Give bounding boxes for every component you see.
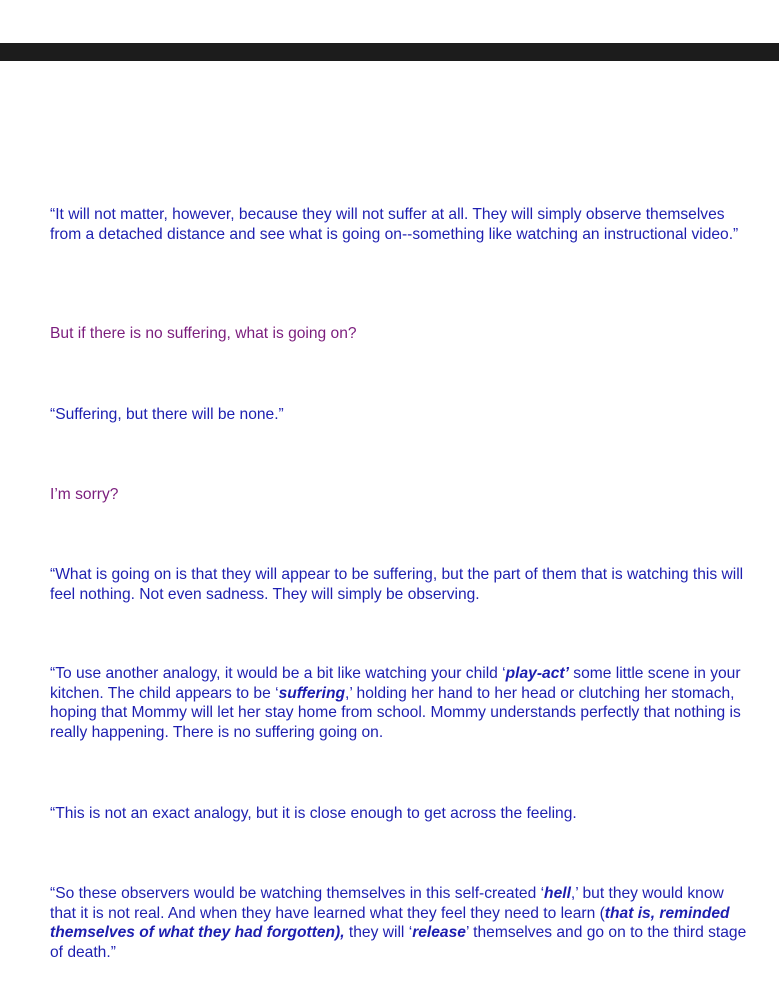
paragraph-3: “What is going on is that they will appear to be suffering, but the part of them that is watching this will feel nothing. Not even sadness. They will simply be observing. [50,566,744,603]
paragraph-6 [50,884,750,962]
paragraph-6-text-1: “So these observers would be watching themselves in this self-created ‘ [50,885,545,902]
paragraph-4-text-1: “To use another analogy, it would be a bit like watching your child ‘ [50,665,506,682]
paragraph-6-text-3: they will ‘ [344,924,413,941]
paragraph-4-emphasis-play-act: play-act’ [505,665,569,682]
question-2: I’m sorry? [50,486,119,503]
question-1: But if there is no suffering, what is going on? [50,325,357,342]
paragraph-4 [50,664,750,742]
paragraph-5: “This is not an exact analogy, but it is close enough to get across the feeling. [50,805,577,822]
top-bar [0,43,779,61]
paragraph-4-text-2: some little scene in your kitchen. The child appears to be ‘ [50,665,741,702]
paragraph-4-text-3: ,’ holding her hand to her head or clutching her stomach, hoping that Mommy will let her stay home from school. Mommy understands perfectly that nothing is really happening. There is no suffering going on. [50,684,741,741]
paragraph-6-emphasis-hell: hell [544,885,571,902]
paragraph-4-emphasis-suffering: suffering [278,684,345,702]
paragraph-6-text-4: ’ themselves and go on to the third stage of death.” [50,924,747,961]
paragraph-6-emphasis-release: release [412,924,466,941]
paragraph-1: “It will not matter, however, because they will not suffer at all. They will simply observe themselves from a detached distance and see what is going on--something like watching an instructional video.” [50,206,739,243]
paragraph-6-text-2: ,’ but they would know that it is not real. And when they have learned what they feel they need to learn ( [50,885,724,922]
paragraph-2: “Suffering, but there will be none.” [50,406,284,423]
paragraph-6-emphasis-reminded: that is, reminded themselves of what they had forgotten), [50,904,730,941]
